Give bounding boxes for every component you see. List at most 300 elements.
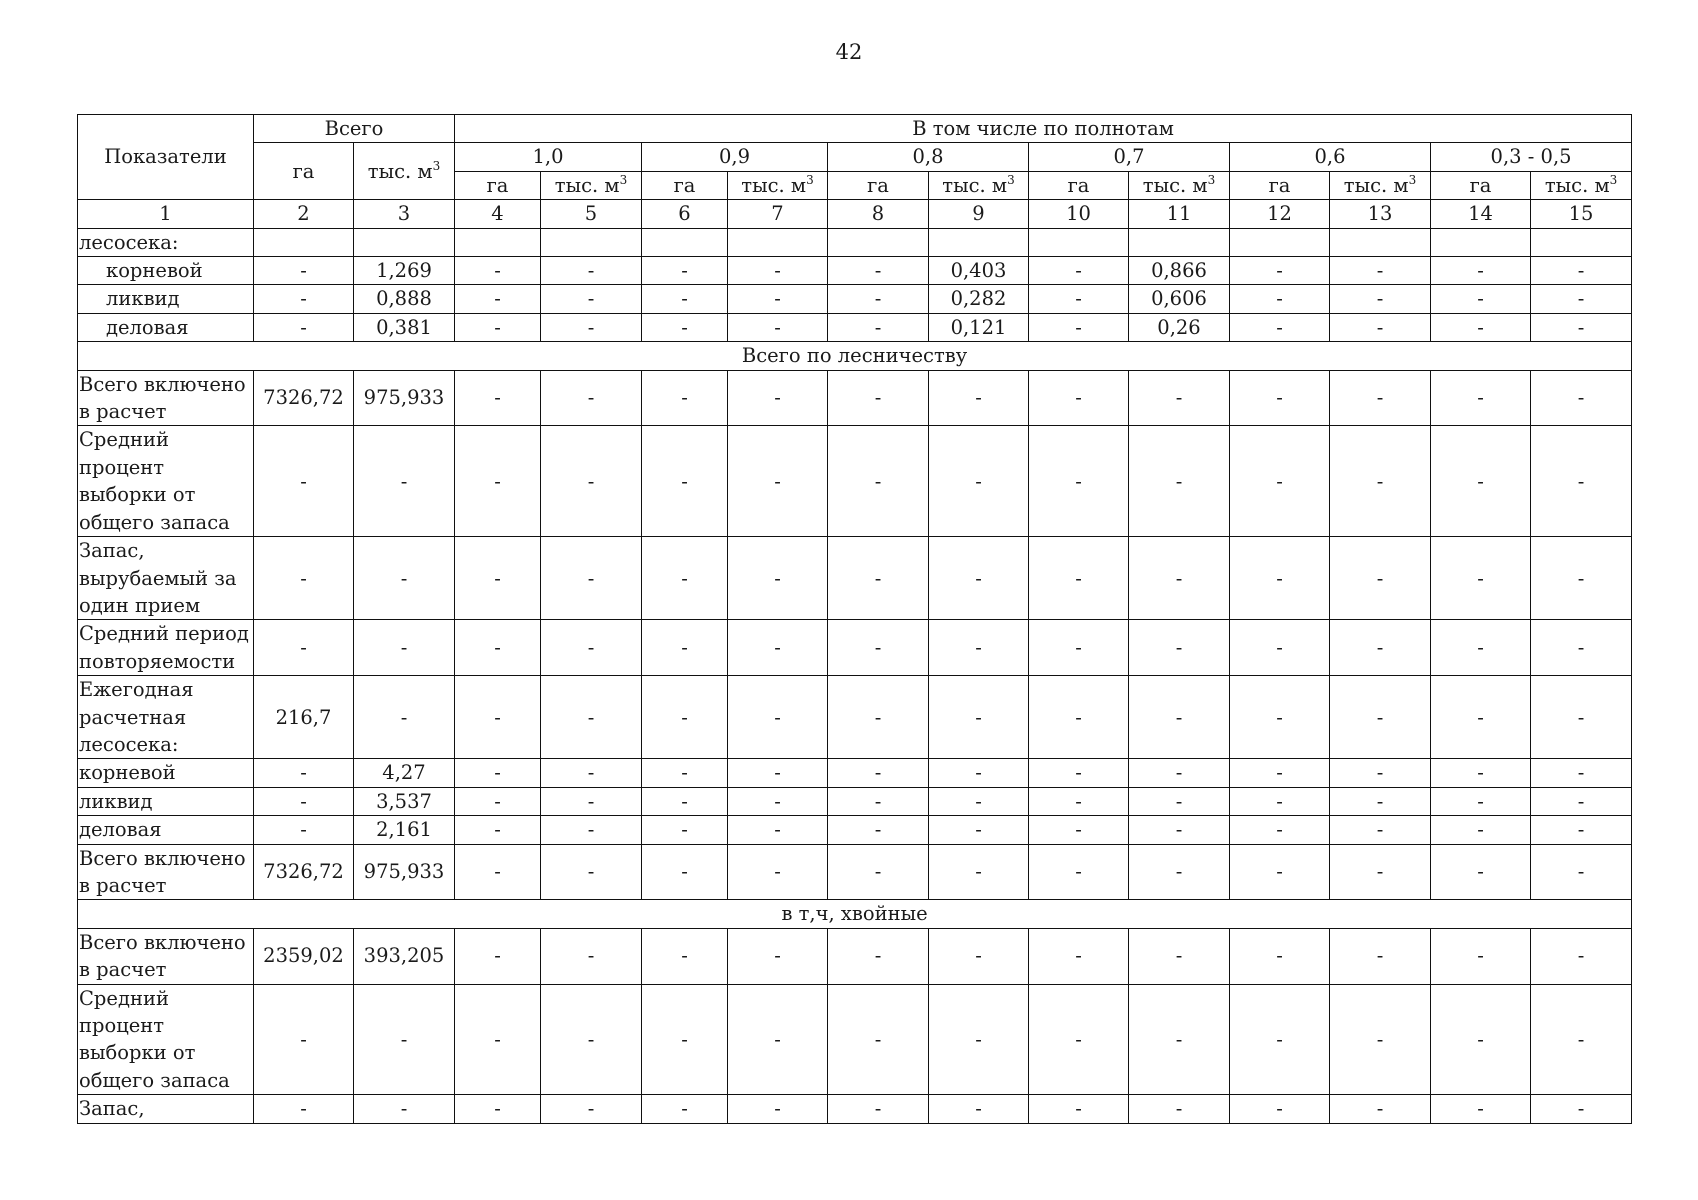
table-cell: - [642, 537, 728, 620]
table-cell: - [455, 787, 541, 815]
table-cell: - [1029, 313, 1129, 341]
table-cell: - [1029, 844, 1129, 900]
header-unit-ha: га [1230, 171, 1330, 199]
table-cell: - [828, 313, 929, 341]
table-cell: - [354, 426, 455, 537]
table-cell: - [1230, 620, 1330, 676]
row-label: лесосека: [78, 228, 254, 256]
table-cell: - [254, 257, 354, 285]
row-label: деловая [78, 313, 254, 341]
table-cell: - [1129, 370, 1230, 426]
table-cell: 975,933 [354, 370, 455, 426]
table-cell: - [1230, 313, 1330, 341]
table-cell: - [455, 620, 541, 676]
table-cell: - [728, 759, 828, 787]
table-cell: - [1330, 984, 1431, 1095]
table-cell: 0,282 [929, 285, 1029, 313]
table-body [78, 228, 1632, 1123]
table-cell [728, 228, 828, 256]
table-cell: 0,888 [354, 285, 455, 313]
table-cell: 0,403 [929, 257, 1029, 285]
table-cell: - [354, 984, 455, 1095]
row-label: Запас, вырубаемый за один прием [78, 537, 254, 620]
table-cell: - [1230, 537, 1330, 620]
table-cell: - [1330, 426, 1431, 537]
table-cell: - [929, 620, 1029, 676]
table-cell: - [1230, 426, 1330, 537]
table-cell: - [1230, 928, 1330, 984]
table-cell: - [1029, 257, 1129, 285]
table-cell: - [642, 1095, 728, 1123]
table-cell: - [1330, 370, 1431, 426]
table-cell: - [1129, 816, 1230, 844]
forest-data-table [77, 114, 1632, 1124]
table-cell [1129, 228, 1230, 256]
table-cell: - [1230, 787, 1330, 815]
table-cell: - [541, 1095, 642, 1123]
table-cell: 0,26 [1129, 313, 1230, 341]
table-cell: - [728, 1095, 828, 1123]
column-number: 11 [1129, 200, 1230, 228]
table-row [78, 285, 1632, 313]
table-cell: - [455, 816, 541, 844]
table-cell: - [642, 620, 728, 676]
table-cell: - [728, 928, 828, 984]
table-cell: - [929, 1095, 1029, 1123]
table-cell: - [642, 257, 728, 285]
table-cell [455, 228, 541, 256]
table-cell: - [828, 984, 929, 1095]
table-row [78, 1095, 1632, 1123]
table-cell: - [1531, 844, 1632, 900]
row-label: Средний процент выборки от общего запаса [78, 984, 254, 1095]
header-unit-ha: га [642, 171, 728, 199]
table-cell: - [642, 285, 728, 313]
table-cell: - [1330, 257, 1431, 285]
row-label: ликвид [78, 787, 254, 815]
row-label: Запас, [78, 1095, 254, 1123]
table-cell: - [1029, 816, 1129, 844]
table-cell: - [1129, 676, 1230, 759]
table-cell: - [1330, 844, 1431, 900]
table-cell: - [254, 787, 354, 815]
table-cell: - [828, 787, 929, 815]
table-cell: - [929, 816, 1029, 844]
table-cell: - [929, 537, 1029, 620]
column-number: 12 [1230, 200, 1330, 228]
table-cell: - [642, 759, 728, 787]
header-density-4: 0,7 [1029, 143, 1230, 171]
column-number: 7 [728, 200, 828, 228]
table-cell: - [1330, 787, 1431, 815]
table-cell: - [455, 676, 541, 759]
column-number: 15 [1531, 200, 1632, 228]
table-row [78, 370, 1632, 426]
header-density-2: 0,9 [642, 143, 828, 171]
table-row [78, 257, 1632, 285]
table-cell: - [1431, 759, 1531, 787]
table-cell: - [1129, 787, 1230, 815]
table-cell: - [354, 676, 455, 759]
table-cell: - [541, 984, 642, 1095]
table-cell: - [1431, 537, 1531, 620]
header-indicators: Показатели [78, 115, 254, 200]
section-row [78, 342, 1632, 370]
table-cell: - [929, 676, 1029, 759]
table-cell [1531, 228, 1632, 256]
table-cell: - [929, 984, 1029, 1095]
table-cell: - [728, 620, 828, 676]
table-cell: - [1531, 313, 1632, 341]
table-cell: 7326,72 [254, 370, 354, 426]
row-label: Всего включено в расчет [78, 370, 254, 426]
table-cell [541, 228, 642, 256]
table-cell: - [1330, 816, 1431, 844]
table-cell: - [254, 426, 354, 537]
section-title: в т,ч, хвойные [78, 900, 1632, 928]
table-cell: - [1330, 759, 1431, 787]
table-cell: - [1129, 844, 1230, 900]
table-cell: - [728, 844, 828, 900]
table-cell: - [1129, 984, 1230, 1095]
table-cell: - [1431, 370, 1531, 426]
table-cell: - [728, 787, 828, 815]
table-cell [254, 228, 354, 256]
column-number: 5 [541, 200, 642, 228]
table-cell: - [1531, 257, 1632, 285]
table-row [78, 816, 1632, 844]
row-label: Средний период повторяемости [78, 620, 254, 676]
table-cell: - [1330, 620, 1431, 676]
table-cell: - [642, 426, 728, 537]
page-number: 42 [835, 40, 863, 64]
table-cell: - [728, 816, 828, 844]
table-cell: - [1230, 676, 1330, 759]
table-cell: - [455, 928, 541, 984]
table-cell: 3,537 [354, 787, 455, 815]
table-cell: - [1029, 370, 1129, 426]
table-cell: - [254, 984, 354, 1095]
header-unit-vol: тыс. $м^3$ [541, 171, 642, 199]
table-cell: - [1431, 676, 1531, 759]
table-cell [1029, 228, 1129, 256]
table-cell: - [254, 1095, 354, 1123]
table-cell: - [254, 537, 354, 620]
table-cell [354, 228, 455, 256]
column-number: 10 [1029, 200, 1129, 228]
table-cell: - [1029, 426, 1129, 537]
table-cell: - [1431, 844, 1531, 900]
table-cell: - [728, 370, 828, 426]
table-cell: - [541, 787, 642, 815]
table-cell: - [1330, 313, 1431, 341]
table-cell: - [455, 537, 541, 620]
table-cell: - [455, 844, 541, 900]
table-cell: - [1230, 257, 1330, 285]
table-cell [1330, 228, 1431, 256]
table-cell: - [541, 620, 642, 676]
table-cell: - [828, 1095, 929, 1123]
header-unit-vol: тыс. $м^3$ [1531, 171, 1632, 199]
table-cell: 0,121 [929, 313, 1029, 341]
table-cell: - [1129, 759, 1230, 787]
row-label: Средний процент выборки от общего запаса [78, 426, 254, 537]
table-cell: - [728, 537, 828, 620]
table-cell: - [828, 257, 929, 285]
table-row [78, 787, 1632, 815]
table-cell: - [642, 676, 728, 759]
table-cell: - [254, 620, 354, 676]
table-cell: - [541, 928, 642, 984]
table-cell: - [541, 257, 642, 285]
table-cell: - [929, 844, 1029, 900]
table-cell: - [1230, 816, 1330, 844]
header-unit-ha: га [828, 171, 929, 199]
header-unit-ha: га [1431, 171, 1531, 199]
table-cell: - [929, 787, 1029, 815]
table-cell: - [642, 816, 728, 844]
table-cell [1431, 228, 1531, 256]
table-cell: - [254, 816, 354, 844]
table-cell: - [1531, 759, 1632, 787]
table-cell: - [541, 844, 642, 900]
table-cell: - [1531, 1095, 1632, 1123]
table-cell: - [1531, 787, 1632, 815]
table-cell: - [1531, 928, 1632, 984]
column-number: 1 [78, 200, 254, 228]
table-cell: - [1129, 1095, 1230, 1123]
table-cell: - [642, 313, 728, 341]
table-cell: - [1531, 676, 1632, 759]
header-unit-vol: тыс. $м^3$ [1330, 171, 1431, 199]
table-cell: - [1531, 620, 1632, 676]
table-row [78, 984, 1632, 1095]
table-cell [642, 228, 728, 256]
table-row [78, 928, 1632, 984]
table-cell: - [455, 370, 541, 426]
table-cell: - [1330, 928, 1431, 984]
table-cell: - [828, 537, 929, 620]
table-cell: - [455, 257, 541, 285]
table-cell: - [1531, 816, 1632, 844]
table-cell: - [642, 787, 728, 815]
table-cell: - [728, 285, 828, 313]
header-by-density: В том числе по полнотам [455, 115, 1632, 143]
section-title: Всего по лесничеству [78, 342, 1632, 370]
table-cell: - [642, 844, 728, 900]
header-unit-vol: тыс. $м^3$ [929, 171, 1029, 199]
table-cell: - [1431, 313, 1531, 341]
table-cell: - [541, 285, 642, 313]
table-cell: - [1129, 426, 1230, 537]
table-cell: - [541, 537, 642, 620]
table-cell: - [1230, 844, 1330, 900]
table-cell: - [1531, 984, 1632, 1095]
header-total-vol: тыс. $м^3$ [354, 143, 455, 200]
header-unit-vol: тыс. $м^3$ [1129, 171, 1230, 199]
row-label: Всего включено в расчет [78, 844, 254, 900]
table-cell: - [828, 928, 929, 984]
table-cell: - [642, 370, 728, 426]
table-cell: - [1230, 1095, 1330, 1123]
column-number: 6 [642, 200, 728, 228]
table-cell: - [828, 620, 929, 676]
table-cell: - [642, 928, 728, 984]
table-cell: - [728, 676, 828, 759]
table-cell: - [1431, 928, 1531, 984]
table-row [78, 228, 1632, 256]
table-cell: 975,933 [354, 844, 455, 900]
table-cell: - [828, 426, 929, 537]
table-cell: - [828, 370, 929, 426]
header-total-ha: га [254, 143, 354, 200]
table-cell: - [455, 285, 541, 313]
table-cell: 0,866 [1129, 257, 1230, 285]
table-cell [929, 228, 1029, 256]
table-cell: 0,606 [1129, 285, 1230, 313]
table-cell: - [1330, 1095, 1431, 1123]
table-cell: - [1531, 285, 1632, 313]
table-cell: - [1029, 984, 1129, 1095]
table-cell: 216,7 [254, 676, 354, 759]
section-row [78, 900, 1632, 928]
table-cell: - [254, 759, 354, 787]
table-cell: - [728, 313, 828, 341]
column-number: 13 [1330, 200, 1431, 228]
table-cell: - [1029, 759, 1129, 787]
header-density-3: 0,8 [828, 143, 1029, 171]
table-cell: - [541, 370, 642, 426]
table-cell: - [1129, 620, 1230, 676]
column-number: 14 [1431, 200, 1531, 228]
table-cell: - [455, 426, 541, 537]
table-cell: - [1230, 285, 1330, 313]
row-label: Ежегодная расчетная лесосека: [78, 676, 254, 759]
table-cell: - [1029, 537, 1129, 620]
table-row [78, 676, 1632, 759]
table-row [78, 759, 1632, 787]
table-cell: 1,269 [354, 257, 455, 285]
table-cell: - [728, 426, 828, 537]
table-row [78, 313, 1632, 341]
table-cell: - [541, 816, 642, 844]
table-cell: - [1431, 285, 1531, 313]
table-cell: - [354, 620, 455, 676]
table-cell: - [1431, 787, 1531, 815]
column-number: 2 [254, 200, 354, 228]
header-total: Всего [254, 115, 455, 143]
table-cell: - [455, 313, 541, 341]
table-cell: - [1230, 759, 1330, 787]
table-cell: - [1029, 1095, 1129, 1123]
table-cell: - [541, 313, 642, 341]
table-cell: - [929, 426, 1029, 537]
header-column-numbers [78, 200, 1632, 228]
table-cell: - [541, 426, 642, 537]
table-cell: - [1431, 984, 1531, 1095]
table-cell: - [929, 370, 1029, 426]
column-number: 9 [929, 200, 1029, 228]
table-cell: 4,27 [354, 759, 455, 787]
table-cell: - [1129, 928, 1230, 984]
table-cell: - [828, 816, 929, 844]
table-cell: - [455, 1095, 541, 1123]
table-cell: - [828, 676, 929, 759]
table-cell: - [1431, 257, 1531, 285]
header-unit-ha: га [1029, 171, 1129, 199]
row-label: корневой [78, 759, 254, 787]
table-cell: - [1230, 984, 1330, 1095]
table-cell: - [1330, 537, 1431, 620]
header-unit-vol: тыс. $м^3$ [728, 171, 828, 199]
table-cell: - [354, 537, 455, 620]
table-cell: - [1330, 676, 1431, 759]
table-cell: - [254, 313, 354, 341]
header-density-5: 0,6 [1230, 143, 1431, 171]
table-cell: - [1230, 370, 1330, 426]
table-cell: 393,205 [354, 928, 455, 984]
table-cell: - [1029, 285, 1129, 313]
column-number: 8 [828, 200, 929, 228]
table-cell [828, 228, 929, 256]
table-cell: 0,381 [354, 313, 455, 341]
table-cell: - [828, 759, 929, 787]
table-row [78, 844, 1632, 900]
table-cell: - [1431, 1095, 1531, 1123]
table-cell: - [929, 759, 1029, 787]
table-cell: - [1029, 787, 1129, 815]
table-cell: - [541, 676, 642, 759]
header-density-6: 0,3 - 0,5 [1431, 143, 1632, 171]
table-header [78, 115, 1632, 229]
table-cell: - [1531, 370, 1632, 426]
table-cell: - [1431, 816, 1531, 844]
table-cell: - [1531, 537, 1632, 620]
table-row [78, 426, 1632, 537]
table-cell: - [728, 984, 828, 1095]
table-cell: - [254, 285, 354, 313]
column-number: 3 [354, 200, 455, 228]
header-unit-ha: га [455, 171, 541, 199]
table-row [78, 537, 1632, 620]
table-cell: - [929, 928, 1029, 984]
table-cell: - [1330, 285, 1431, 313]
column-number: 4 [455, 200, 541, 228]
table-cell: - [1029, 620, 1129, 676]
row-label: корневой [78, 257, 254, 285]
header-density-1: 1,0 [455, 143, 642, 171]
table-cell: - [828, 844, 929, 900]
table-cell: - [354, 1095, 455, 1123]
table-cell: - [1531, 426, 1632, 537]
table-cell: - [1029, 676, 1129, 759]
table-cell: - [1431, 426, 1531, 537]
table-cell: - [455, 984, 541, 1095]
table-cell: - [642, 984, 728, 1095]
table-row [78, 620, 1632, 676]
table-cell: - [455, 759, 541, 787]
table-cell: 2359,02 [254, 928, 354, 984]
table-cell: - [728, 257, 828, 285]
row-label: деловая [78, 816, 254, 844]
table-cell: 7326,72 [254, 844, 354, 900]
table-cell: - [541, 759, 642, 787]
table-cell [1230, 228, 1330, 256]
row-label: Всего включено в расчет [78, 928, 254, 984]
table-cell: - [1129, 537, 1230, 620]
row-label: ликвид [78, 285, 254, 313]
table-cell: - [1431, 620, 1531, 676]
